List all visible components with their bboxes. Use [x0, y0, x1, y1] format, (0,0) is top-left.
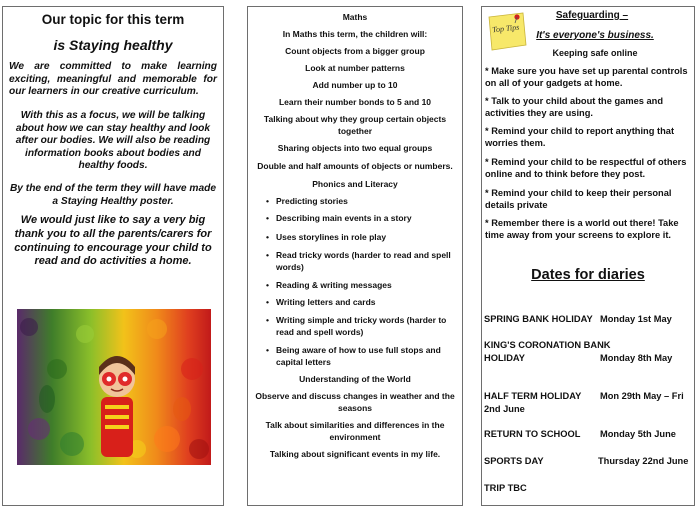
phonics-item: • Reading & writing messages	[266, 280, 392, 290]
date-value: Monday 5th June	[600, 429, 676, 439]
date-event: RETURN TO SCHOOL	[484, 429, 581, 439]
date-event: SPRING BANK HOLIDAY	[484, 314, 593, 324]
maths-item: Sharing objects into two equal groups	[277, 143, 433, 153]
maths-intro: In Maths this term, the children will:	[282, 29, 428, 39]
tip-item: * Remind your child to be respectful of others online and to think before they post.	[485, 157, 687, 179]
keeping-safe-heading: Keeping safe online	[552, 48, 638, 58]
tip-item: * Remember there is a world out there! Take time away from your screens to explore it.	[485, 218, 679, 240]
date-value: Thursday 22nd June	[598, 456, 689, 466]
maths-heading: Maths	[342, 12, 368, 22]
everyones-business-heading: It's everyone's business.	[536, 30, 654, 41]
intro-paragraph: We are committed to make learning exciting, meaningful and memorable for our learners in our creative curriculum.	[9, 61, 217, 98]
tip-item: * Remind your child to report anything that worries them.	[485, 126, 675, 148]
date-value: Monday 1st May	[600, 314, 672, 324]
left-panel	[2, 6, 224, 506]
date-row	[484, 339, 690, 367]
phonics-item: • Read tricky words (harder to read and spell words)	[266, 250, 451, 272]
date-row	[484, 390, 690, 418]
poster-paragraph: By the end of the term they will have made a Staying Healthy poster.	[9, 183, 217, 207]
sticky-note-text: Top Tips	[491, 22, 520, 35]
phonics-item: • Writing simple and tricky words (harder to read and spell words)	[266, 315, 447, 337]
phonics-item: • Writing letters and cards	[266, 297, 376, 307]
maths-item: Count objects from a bigger group	[285, 46, 425, 56]
date-event: HALF TERM HOLIDAY 2nd June	[484, 391, 582, 414]
phonics-heading: Phonics and Literacy	[312, 179, 398, 189]
right-panel	[481, 6, 695, 506]
topic-title: Our topic for this term	[41, 12, 185, 27]
thanks-paragraph: We would just like to say a very big thank you to all the parents/carers for continuing to encourage your child to read and do activities a home.	[14, 214, 212, 268]
phonics-item: • Uses storylines in role play	[266, 232, 387, 242]
maths-item: Talking about why they group certain objects together	[263, 114, 447, 136]
world-item: Observe and discuss changes in weather and the seasons	[255, 391, 455, 413]
tip-item: * Make sure you have set up parental controls on all of your gadgets at home.	[485, 66, 688, 88]
maths-item: Double and half amounts of objects or numbers.	[257, 161, 453, 171]
date-event: SPORTS DAY	[484, 456, 544, 466]
phonics-item: • Describing main events in a story	[266, 213, 412, 223]
tip-item: * Talk to your child about the games and activities they are using.	[485, 96, 664, 118]
phonics-item: • Predicting stories	[266, 196, 348, 206]
date-value: Monday 8th May	[600, 353, 673, 363]
safeguarding-heading: Safeguarding –	[555, 10, 629, 21]
maths-item: Add number up to 10	[312, 80, 398, 90]
date-event: TRIP TBC	[484, 483, 527, 493]
maths-item: Learn their number bonds to 5 and 10	[278, 97, 432, 107]
world-heading: Understanding of the World	[299, 374, 411, 384]
middle-panel	[247, 6, 463, 506]
phonics-item: • Being aware of how to use full stops and capital letters	[266, 345, 441, 367]
date-event: KING'S CORONATION BANK HOLIDAY	[484, 340, 611, 363]
tip-item: * Remind your child to keep their personal details private	[485, 188, 672, 210]
topic-subtitle: is Staying healthy	[53, 37, 173, 53]
focus-paragraph: With this as a focus, we will be talking about how we can stay healthy and look after our bodies. We will also be reading information books about bodies and healthy foods.	[15, 110, 211, 172]
maths-item: Look at number patterns	[305, 63, 405, 73]
dates-heading: Dates for diaries	[531, 267, 645, 283]
world-item: Talking about significant events in my life.	[269, 449, 441, 459]
healthy-food-image	[17, 309, 211, 465]
world-item: Talk about similarities and differences in the environment	[265, 420, 445, 442]
date-value: Mon 29th May – Fri	[600, 391, 684, 401]
